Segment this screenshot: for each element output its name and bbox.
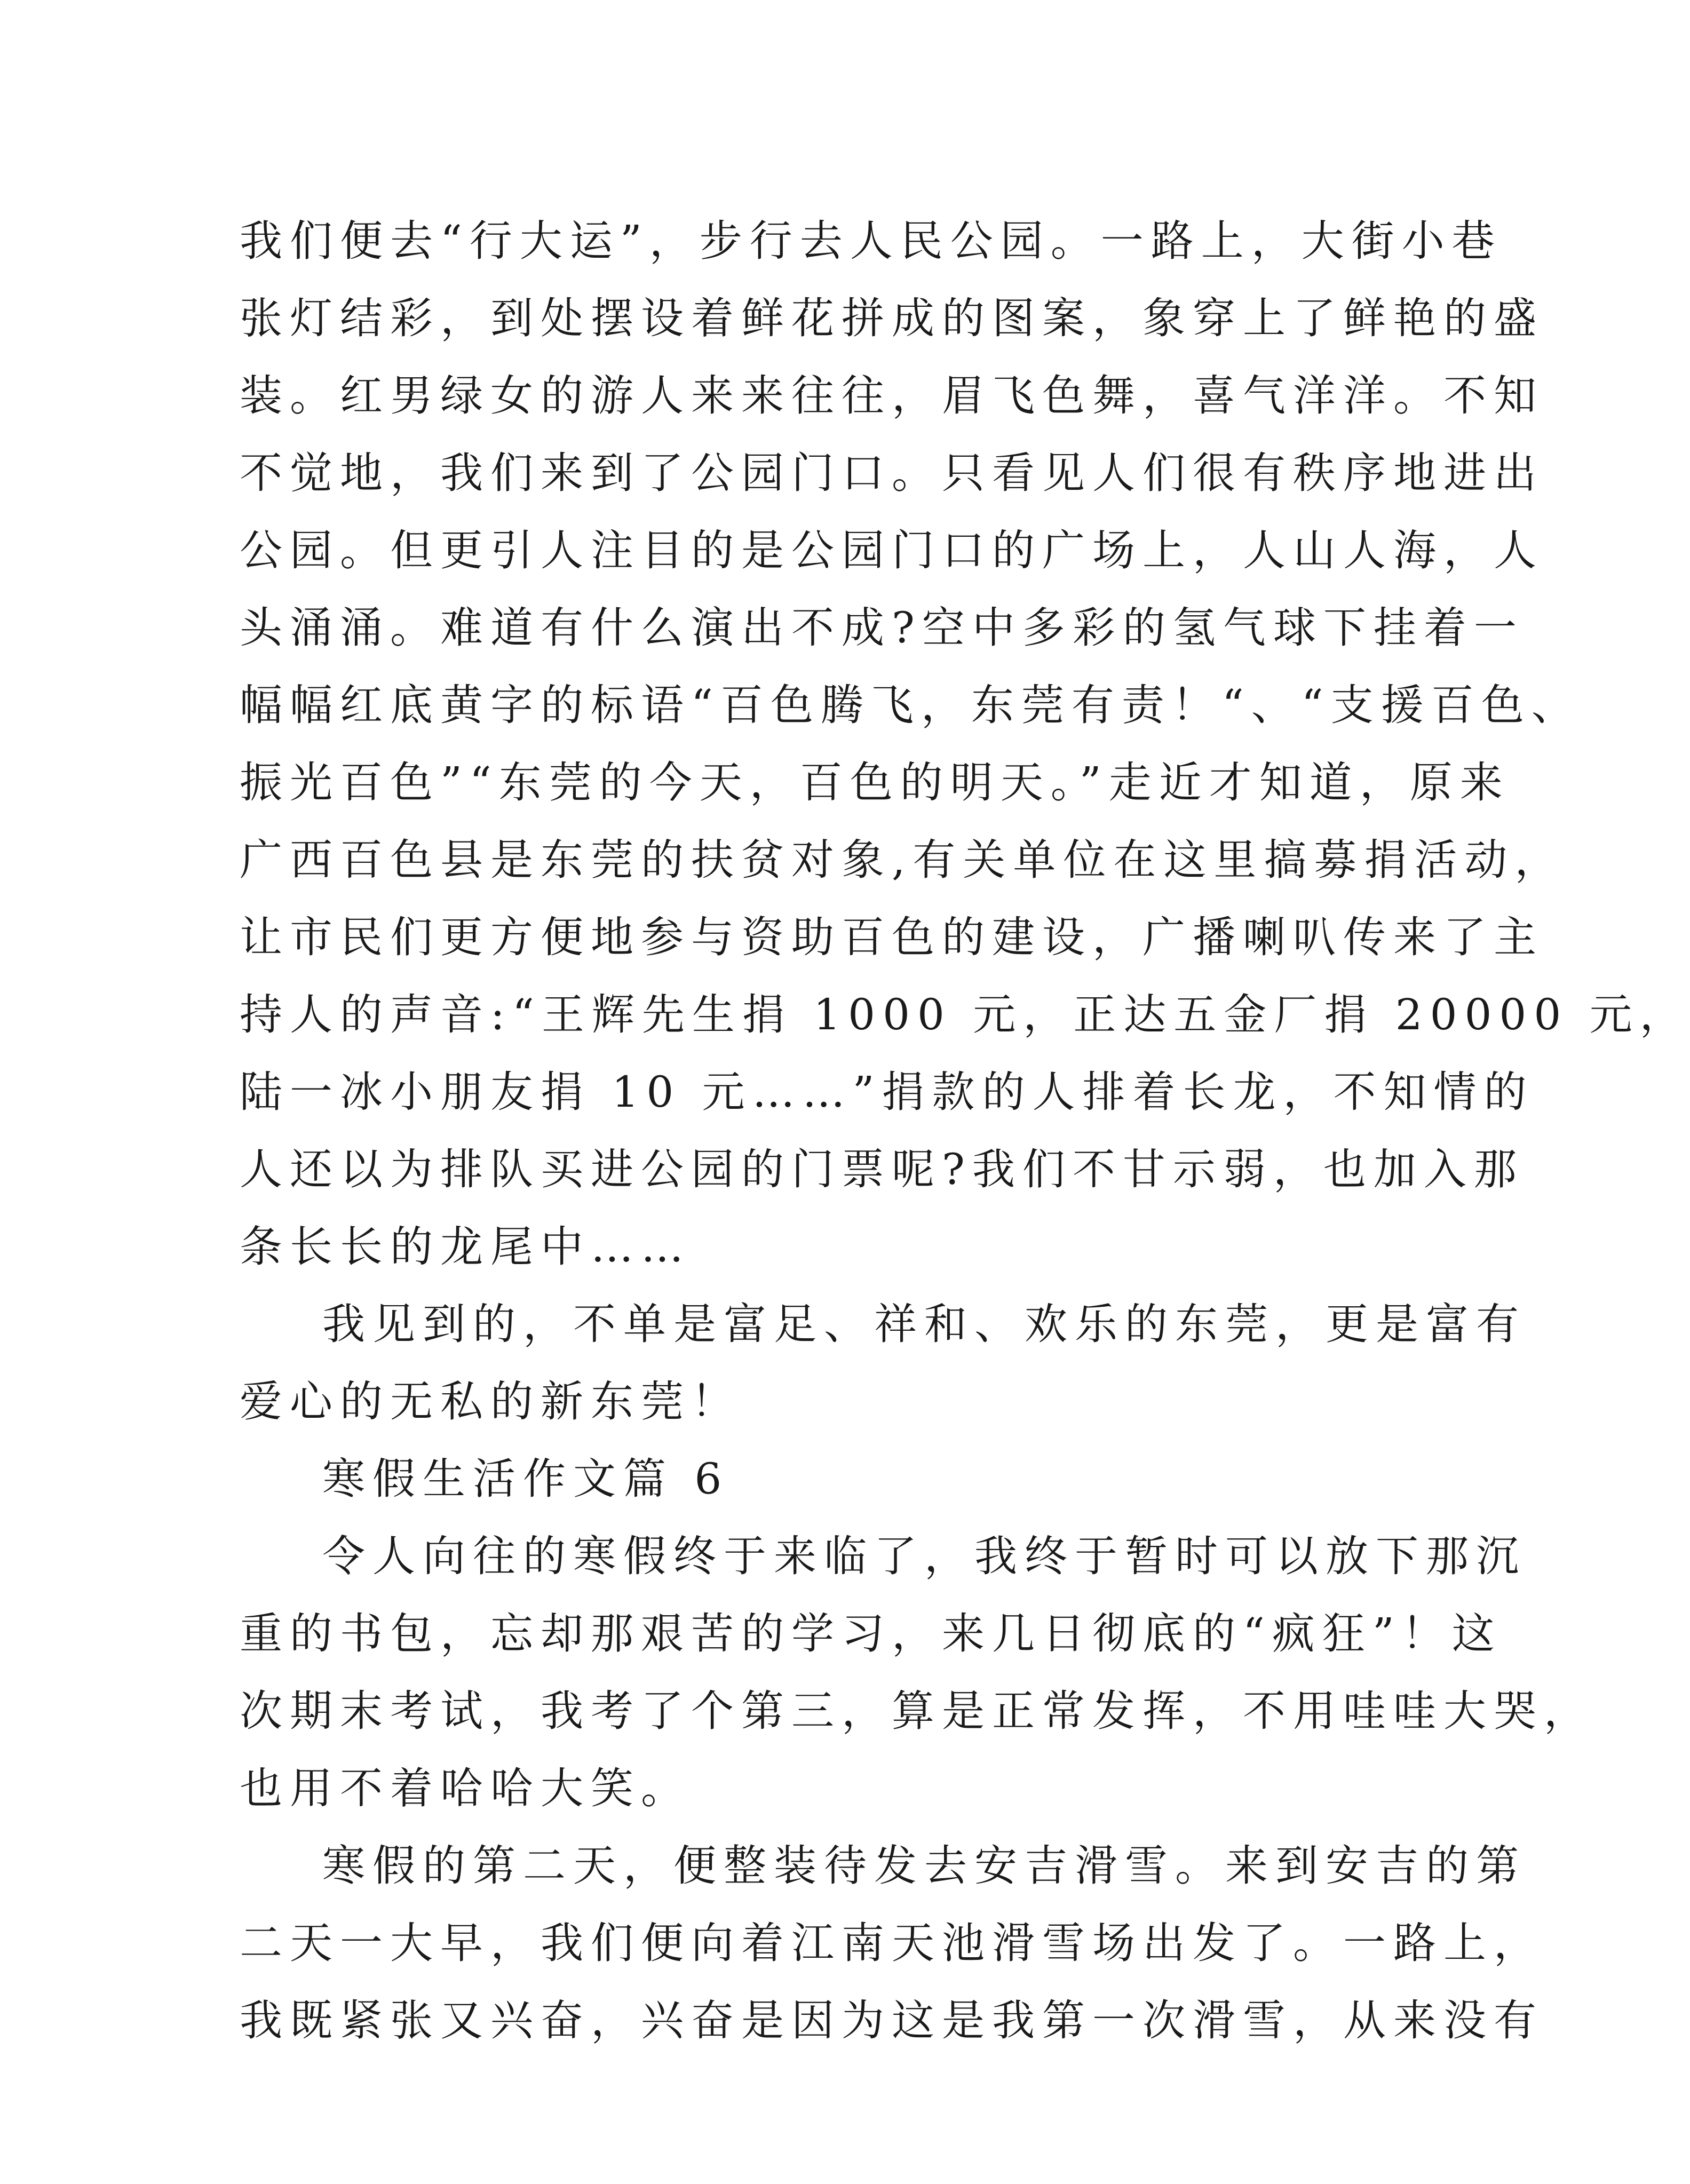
section-heading: 寒假生活作文篇 6 <box>322 1454 729 1504</box>
text-line: 人还以为排队买进公园的门票呢?我们不甘示弱，也加入那 <box>240 1145 1524 1194</box>
text-line: 不觉地，我们来到了公园门口。只看见人们很有秩序地进出 <box>240 448 1544 498</box>
text-line: 幅幅红底黄字的标语“百色腾飞，东莞有责！“、“支援百色、 <box>240 680 1582 730</box>
text-line: 也用不着哈哈大笑。 <box>240 1764 691 1813</box>
text-line: 寒假的第二天，便整装待发去安吉滑雪。来到安吉的第 <box>322 1841 1526 1891</box>
text-line: 我既紧张又兴奋，兴奋是因为这是我第一次滑雪，从来没有 <box>240 1996 1544 2045</box>
text-line: 头涌涌。难道有什么演出不成?空中多彩的氢气球下挂着一 <box>240 603 1524 653</box>
text-line: 重的书包，忘却那艰苦的学习，来几日彻底的“疯狂”！这 <box>240 1609 1502 1658</box>
text-line: 我见到的，不单是富足、祥和、欢乐的东莞，更是富有 <box>322 1299 1526 1349</box>
text-line: 让市民们更方便地参与资助百色的建设，广播喇叭传来了主 <box>240 912 1544 962</box>
text-line: 广西百色县是东莞的扶贫对象,有关单位在这里搞募捐活动， <box>240 835 1565 885</box>
text-line: 次期末考试，我考了个第三，算是正常发挥，不用哇哇大哭， <box>240 1686 1594 1736</box>
text-line: 爱心的无私的新东莞！ <box>240 1377 741 1426</box>
text-line: 陆一冰小朋友捐 10 元……”捐款的人排着长龙，不知情的 <box>240 1067 1534 1117</box>
text-line: 振光百色”“东莞的今天，百色的明天。”走近才知道，原来 <box>240 758 1510 807</box>
text-line: 张灯结彩，到处摆设着鲜花拼成的图案，象穿上了鲜艳的盛 <box>240 293 1544 343</box>
text-line: 公园。但更引人注目的是公园门口的广场上，人山人海，人 <box>240 526 1544 575</box>
text-line: 令人向往的寒假终于来临了，我终于暂时可以放下那沉 <box>322 1531 1526 1581</box>
text-line: 装。红男绿女的游人来来往往，眉飞色舞，喜气洋洋。不知 <box>240 371 1544 420</box>
text-line: 我们便去“行大运”，步行去人民公园。一路上，大街小巷 <box>240 216 1502 266</box>
text-line: 持人的声音:“王辉先生捐 1000 元，正达五金厂捐 20000 元， <box>240 990 1690 1039</box>
text-line: 二天一大早，我们便向着江南天池滑雪场出发了。一路上， <box>240 1918 1544 1968</box>
text-line: 条长长的龙尾中…… <box>240 1222 691 1272</box>
